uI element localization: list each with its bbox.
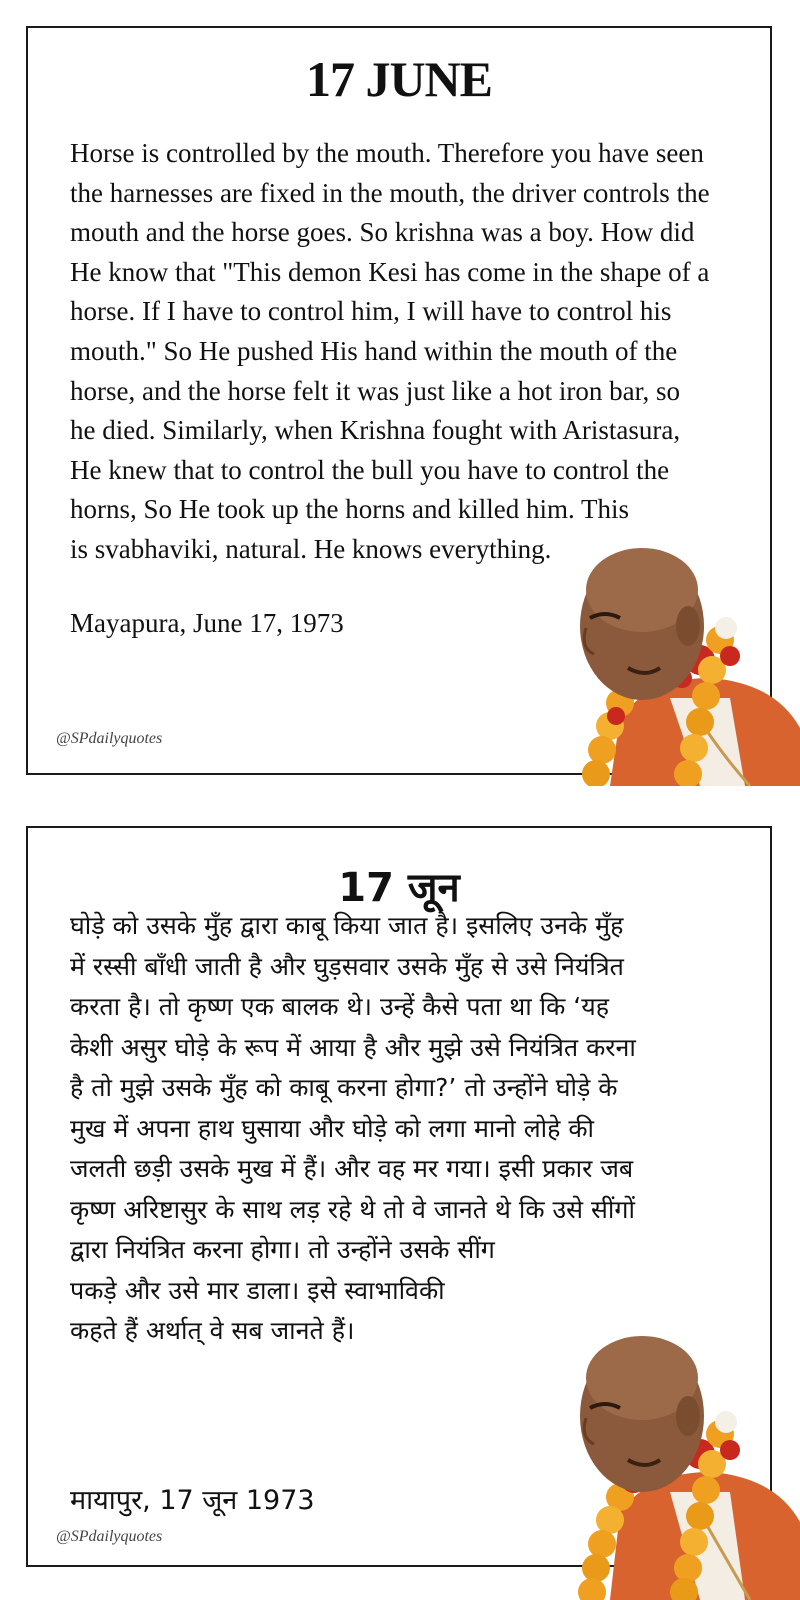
- date-title-hindi: 17 जून: [338, 865, 460, 911]
- portrait-image-hindi: [550, 1312, 800, 1600]
- quote-text-hindi: घोड़े को उसके मुँह द्वारा काबू किया जात है। इसलिए उनके मुँह में रस्सी बाँधी जाती है और घुड़सवार उसके मुँह से उसे नियंत्रित करता है। तो कृष्ण एक बालक थे। उन्हें कैसे पता था कि ‘यह केशी असुर घोड़े के रूप में आया है और मुझे उसे नियंत्रित करना है तो मुझे उसके मुँह को काबू करना होगा?’ तो उन्होंने घोड़े के मुख में अपना हाथ घुसाया और घोड़े को लगा मानो लोहे की जलती छड़ी उसके मुख में हैं। और वह मर गया। इसी प्रकार जब कृष्ण अरिष्टासुर के साथ लड़ रहे थे तो वे जानते थे कि उसे सींगों द्वारा नियंत्रित करना होगा। तो उन्होंने उसके सींग पकड़े और उसे मार डाला। इसे स्वाभाविकी कहते हैं अर्थात् वे सब जानते हैं।: [70, 911, 636, 1345]
- quote-text: Horse is controlled by the mouth. Therefore you have seen the harnesses are fixed in the mouth, the driver controls the mouth and the horse goes. So krishna was a boy. How did He know that "This demon Kesi has come in the shape of a horse. If I have to control him, I will have to control his mouth." So He pushed His hand within the mouth of the horse, and the horse felt it was just like a hot iron bar, so he died. Similarly, when Krishna fought with Aristasura, He knew that to control the bull you have to control the horns, So He took up the horns and killed him. This is svabhaviki, natural. He knows everything.: [70, 138, 710, 564]
- social-handle: @SPdailyquotes: [56, 730, 163, 747]
- quote-citation-hindi: मायापुर, 17 जून 1973: [70, 1485, 315, 1516]
- social-handle-hindi: @SPdailyquotes: [56, 1528, 163, 1545]
- quote-citation: Mayapura, June 17, 1973: [70, 608, 344, 638]
- portrait-image: [550, 528, 800, 786]
- date-title: 17 JUNE: [305, 51, 493, 107]
